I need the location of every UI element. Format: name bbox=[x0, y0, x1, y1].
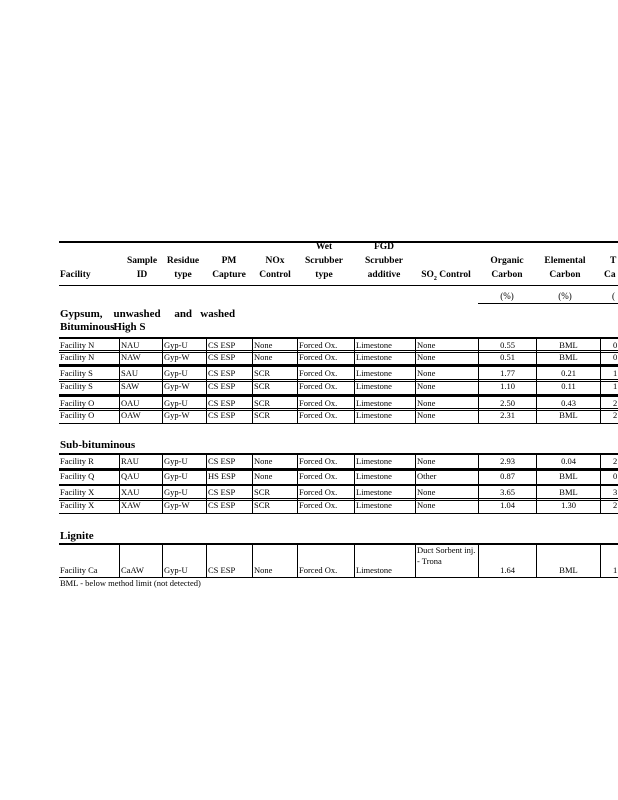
header-so2-control: $SO_2$ Control bbox=[421, 270, 471, 282]
cell-sample-id: NAU bbox=[119, 339, 162, 352]
footnote: BML - below method limit (not detected) bbox=[60, 578, 201, 588]
cell-elemental-carbon: 0.21 bbox=[536, 367, 600, 381]
cell-residue-type: Gyp-U bbox=[162, 397, 206, 410]
cell-nox-control: SCR bbox=[252, 367, 297, 381]
cell-facility: Facility S bbox=[60, 368, 93, 378]
cell-nox-control: SCR bbox=[252, 397, 297, 410]
header-pm-capture: PM Capture bbox=[212, 256, 246, 280]
cell-organic-carbon: 2.31 bbox=[478, 409, 536, 423]
cell-total-carbon: 2 bbox=[600, 499, 618, 513]
cell-wet-scrubber: Forced Ox. bbox=[297, 455, 354, 470]
cell-nox-control: SCR bbox=[252, 380, 297, 394]
cell-fgd-additive: Limestone bbox=[354, 339, 415, 352]
cell-wet-scrubber: Forced Ox. bbox=[297, 367, 354, 381]
table-row bbox=[59, 498, 618, 514]
cell-pm-capture: CS ESP bbox=[206, 339, 252, 352]
cell-organic-carbon: 0.51 bbox=[478, 351, 536, 364]
cell-organic-carbon: 1.64 bbox=[478, 545, 536, 577]
cell-so2-control: None bbox=[415, 397, 478, 410]
cell-fgd-additive: Limestone bbox=[354, 545, 415, 577]
cell-nox-control: SCR bbox=[252, 486, 297, 500]
cell-total-carbon: 0 bbox=[600, 470, 618, 484]
cell-facility: Facility O bbox=[60, 398, 95, 408]
cell-total-carbon: 0 bbox=[600, 351, 618, 364]
cell-organic-carbon: 0.87 bbox=[478, 470, 536, 484]
cell-so2-control: None bbox=[415, 380, 478, 394]
cell-elemental-carbon: BML bbox=[536, 545, 600, 577]
cell-elemental-carbon: BML bbox=[536, 351, 600, 364]
table-row bbox=[59, 379, 618, 395]
cell-organic-carbon: 0.55 bbox=[478, 339, 536, 352]
cell-so2-control: None bbox=[415, 455, 478, 470]
cell-facility: Facility Q bbox=[60, 471, 95, 481]
cell-total-carbon: 2 bbox=[600, 397, 618, 410]
cell-facility: Facility R bbox=[60, 456, 94, 466]
cell-wet-scrubber: Forced Ox. bbox=[297, 486, 354, 500]
cell-residue-type: Gyp-W bbox=[162, 409, 206, 423]
cell-sample-id: XAW bbox=[119, 499, 162, 513]
cell-elemental-carbon: BML bbox=[536, 339, 600, 352]
section-lignite: Lignite bbox=[60, 530, 94, 542]
cell-sample-id: OAU bbox=[119, 397, 162, 410]
cell-residue-type: Gyp-U bbox=[162, 455, 206, 470]
unit-organic: (%) bbox=[500, 291, 514, 301]
header-wet-scrubber: Wet Scrubber type bbox=[305, 242, 343, 280]
cell-nox-control: SCR bbox=[252, 409, 297, 423]
cell-so2-control: None bbox=[415, 409, 478, 423]
cell-wet-scrubber: Forced Ox. bbox=[297, 380, 354, 394]
cell-wet-scrubber: Forced Ox. bbox=[297, 397, 354, 410]
cell-elemental-carbon: 0.11 bbox=[536, 380, 600, 394]
cell-organic-carbon: 2.93 bbox=[478, 455, 536, 470]
cell-organic-carbon: 1.77 bbox=[478, 367, 536, 381]
cell-pm-capture: CS ESP bbox=[206, 486, 252, 500]
cell-fgd-additive: Limestone bbox=[354, 499, 415, 513]
cell-wet-scrubber: Forced Ox. bbox=[297, 499, 354, 513]
cell-organic-carbon: 2.50 bbox=[478, 397, 536, 410]
cell-so2-control: None bbox=[415, 339, 478, 352]
section-bituminous: BituminousHigh S bbox=[60, 321, 146, 333]
table-row bbox=[59, 350, 618, 365]
cell-fgd-additive: Limestone bbox=[354, 470, 415, 484]
cell-organic-carbon: 1.04 bbox=[478, 499, 536, 513]
cell-so2-control: Duct Sorbent inj. - Trona bbox=[415, 545, 478, 577]
cell-facility: Facility X bbox=[60, 500, 95, 510]
cell-pm-capture: HS ESP bbox=[206, 470, 252, 484]
unit-total: ( bbox=[612, 291, 615, 301]
cell-residue-type: Gyp-W bbox=[162, 380, 206, 394]
cell-residue-type: Gyp-U bbox=[162, 545, 206, 577]
cell-fgd-additive: Limestone bbox=[354, 397, 415, 410]
cell-so2-control: None bbox=[415, 367, 478, 381]
cell-wet-scrubber: Forced Ox. bbox=[297, 339, 354, 352]
cell-elemental-carbon: 1.30 bbox=[536, 499, 600, 513]
cell-nox-control: SCR bbox=[252, 499, 297, 513]
cell-nox-control: None bbox=[252, 455, 297, 470]
cell-total-carbon: 1 bbox=[600, 380, 618, 394]
unit-elemental: (%) bbox=[558, 291, 572, 301]
cell-residue-type: Gyp-U bbox=[162, 339, 206, 352]
cell-fgd-additive: Limestone bbox=[354, 380, 415, 394]
cell-pm-capture: CS ESP bbox=[206, 351, 252, 364]
cell-sample-id: RAU bbox=[119, 455, 162, 470]
cell-so2-control: None bbox=[415, 499, 478, 513]
cell-pm-capture: CS ESP bbox=[206, 367, 252, 381]
cell-nox-control: None bbox=[252, 351, 297, 364]
cell-elemental-carbon: BML bbox=[536, 486, 600, 500]
cell-wet-scrubber: Forced Ox. bbox=[297, 409, 354, 423]
cell-wet-scrubber: Forced Ox. bbox=[297, 351, 354, 364]
cell-sample-id: SAU bbox=[119, 367, 162, 381]
cell-total-carbon: 1 bbox=[600, 545, 618, 577]
cell-fgd-additive: Limestone bbox=[354, 367, 415, 381]
cell-so2-control: None bbox=[415, 486, 478, 500]
cell-sample-id: XAU bbox=[119, 486, 162, 500]
cell-sample-id: QAU bbox=[119, 470, 162, 484]
header-residue-type: Residue type bbox=[166, 256, 200, 280]
section-high-s: High S bbox=[113, 321, 146, 333]
cell-sample-id: NAW bbox=[119, 351, 162, 364]
table-row bbox=[59, 543, 618, 578]
cell-so2-control: None bbox=[415, 351, 478, 364]
cell-residue-type: Gyp-U bbox=[162, 486, 206, 500]
cell-total-carbon: 1 bbox=[600, 367, 618, 381]
cell-residue-type: Gyp-U bbox=[162, 367, 206, 381]
cell-total-carbon: 2 bbox=[600, 409, 618, 423]
cell-total-carbon: 2 bbox=[600, 455, 618, 470]
header-elemental-carbon: Elemental Carbon bbox=[544, 256, 586, 280]
cell-elemental-carbon: BML bbox=[536, 470, 600, 484]
cell-fgd-additive: Limestone bbox=[354, 455, 415, 470]
cell-sample-id: OAW bbox=[119, 409, 162, 423]
header-nox-control: NOx Control bbox=[259, 256, 291, 280]
cell-pm-capture: CS ESP bbox=[206, 499, 252, 513]
cell-sample-id: SAW bbox=[119, 380, 162, 394]
cell-fgd-additive: Limestone bbox=[354, 486, 415, 500]
cell-total-carbon: 3 bbox=[600, 486, 618, 500]
cell-elemental-carbon: BML bbox=[536, 409, 600, 423]
header-facility: Facility bbox=[60, 270, 91, 280]
cell-organic-carbon: 3.65 bbox=[478, 486, 536, 500]
cell-pm-capture: CS ESP bbox=[206, 545, 252, 577]
header-bottom-rule bbox=[59, 285, 618, 286]
cell-total-carbon: 0 bbox=[600, 339, 618, 352]
section-subbituminous: Sub-bituminous bbox=[60, 439, 136, 451]
cell-facility: Facility Ca bbox=[60, 565, 98, 575]
table-row bbox=[59, 408, 618, 424]
cell-so2-control: Other bbox=[415, 470, 478, 484]
cell-fgd-additive: Limestone bbox=[354, 351, 415, 364]
cell-nox-control: None bbox=[252, 545, 297, 577]
header-total-carbon: T Ca bbox=[604, 256, 617, 280]
cell-residue-type: Gyp-W bbox=[162, 499, 206, 513]
cell-elemental-carbon: 0.04 bbox=[536, 455, 600, 470]
cell-facility: Facility X bbox=[60, 487, 95, 497]
cell-pm-capture: CS ESP bbox=[206, 380, 252, 394]
cell-residue-type: Gyp-W bbox=[162, 351, 206, 364]
cell-sample-id: CaAW bbox=[119, 545, 162, 577]
cell-wet-scrubber: Forced Ox. bbox=[297, 470, 354, 484]
cell-fgd-additive: Limestone bbox=[354, 409, 415, 423]
cell-pm-capture: CS ESP bbox=[206, 397, 252, 410]
cell-wet-scrubber: Forced Ox. bbox=[297, 545, 354, 577]
cell-nox-control: None bbox=[252, 470, 297, 484]
header-sample-id: Sample ID bbox=[126, 256, 158, 280]
section-gypsum-title: Gypsum, unwashed and washed bbox=[60, 308, 236, 320]
cell-organic-carbon: 1.10 bbox=[478, 380, 536, 394]
cell-facility: Facility O bbox=[60, 410, 95, 420]
cell-facility: Facility S bbox=[60, 381, 93, 391]
cell-pm-capture: CS ESP bbox=[206, 409, 252, 423]
cell-pm-capture: CS ESP bbox=[206, 455, 252, 470]
cell-elemental-carbon: 0.43 bbox=[536, 397, 600, 410]
cell-residue-type: Gyp-U bbox=[162, 470, 206, 484]
header-fgd-additive: FGD Scrubber additive bbox=[365, 242, 403, 280]
cell-facility: Facility N bbox=[60, 352, 95, 362]
table-row bbox=[59, 468, 618, 485]
header-organic-carbon: Organic Carbon bbox=[490, 256, 524, 280]
cell-facility: Facility N bbox=[60, 340, 95, 350]
cell-nox-control: None bbox=[252, 339, 297, 352]
